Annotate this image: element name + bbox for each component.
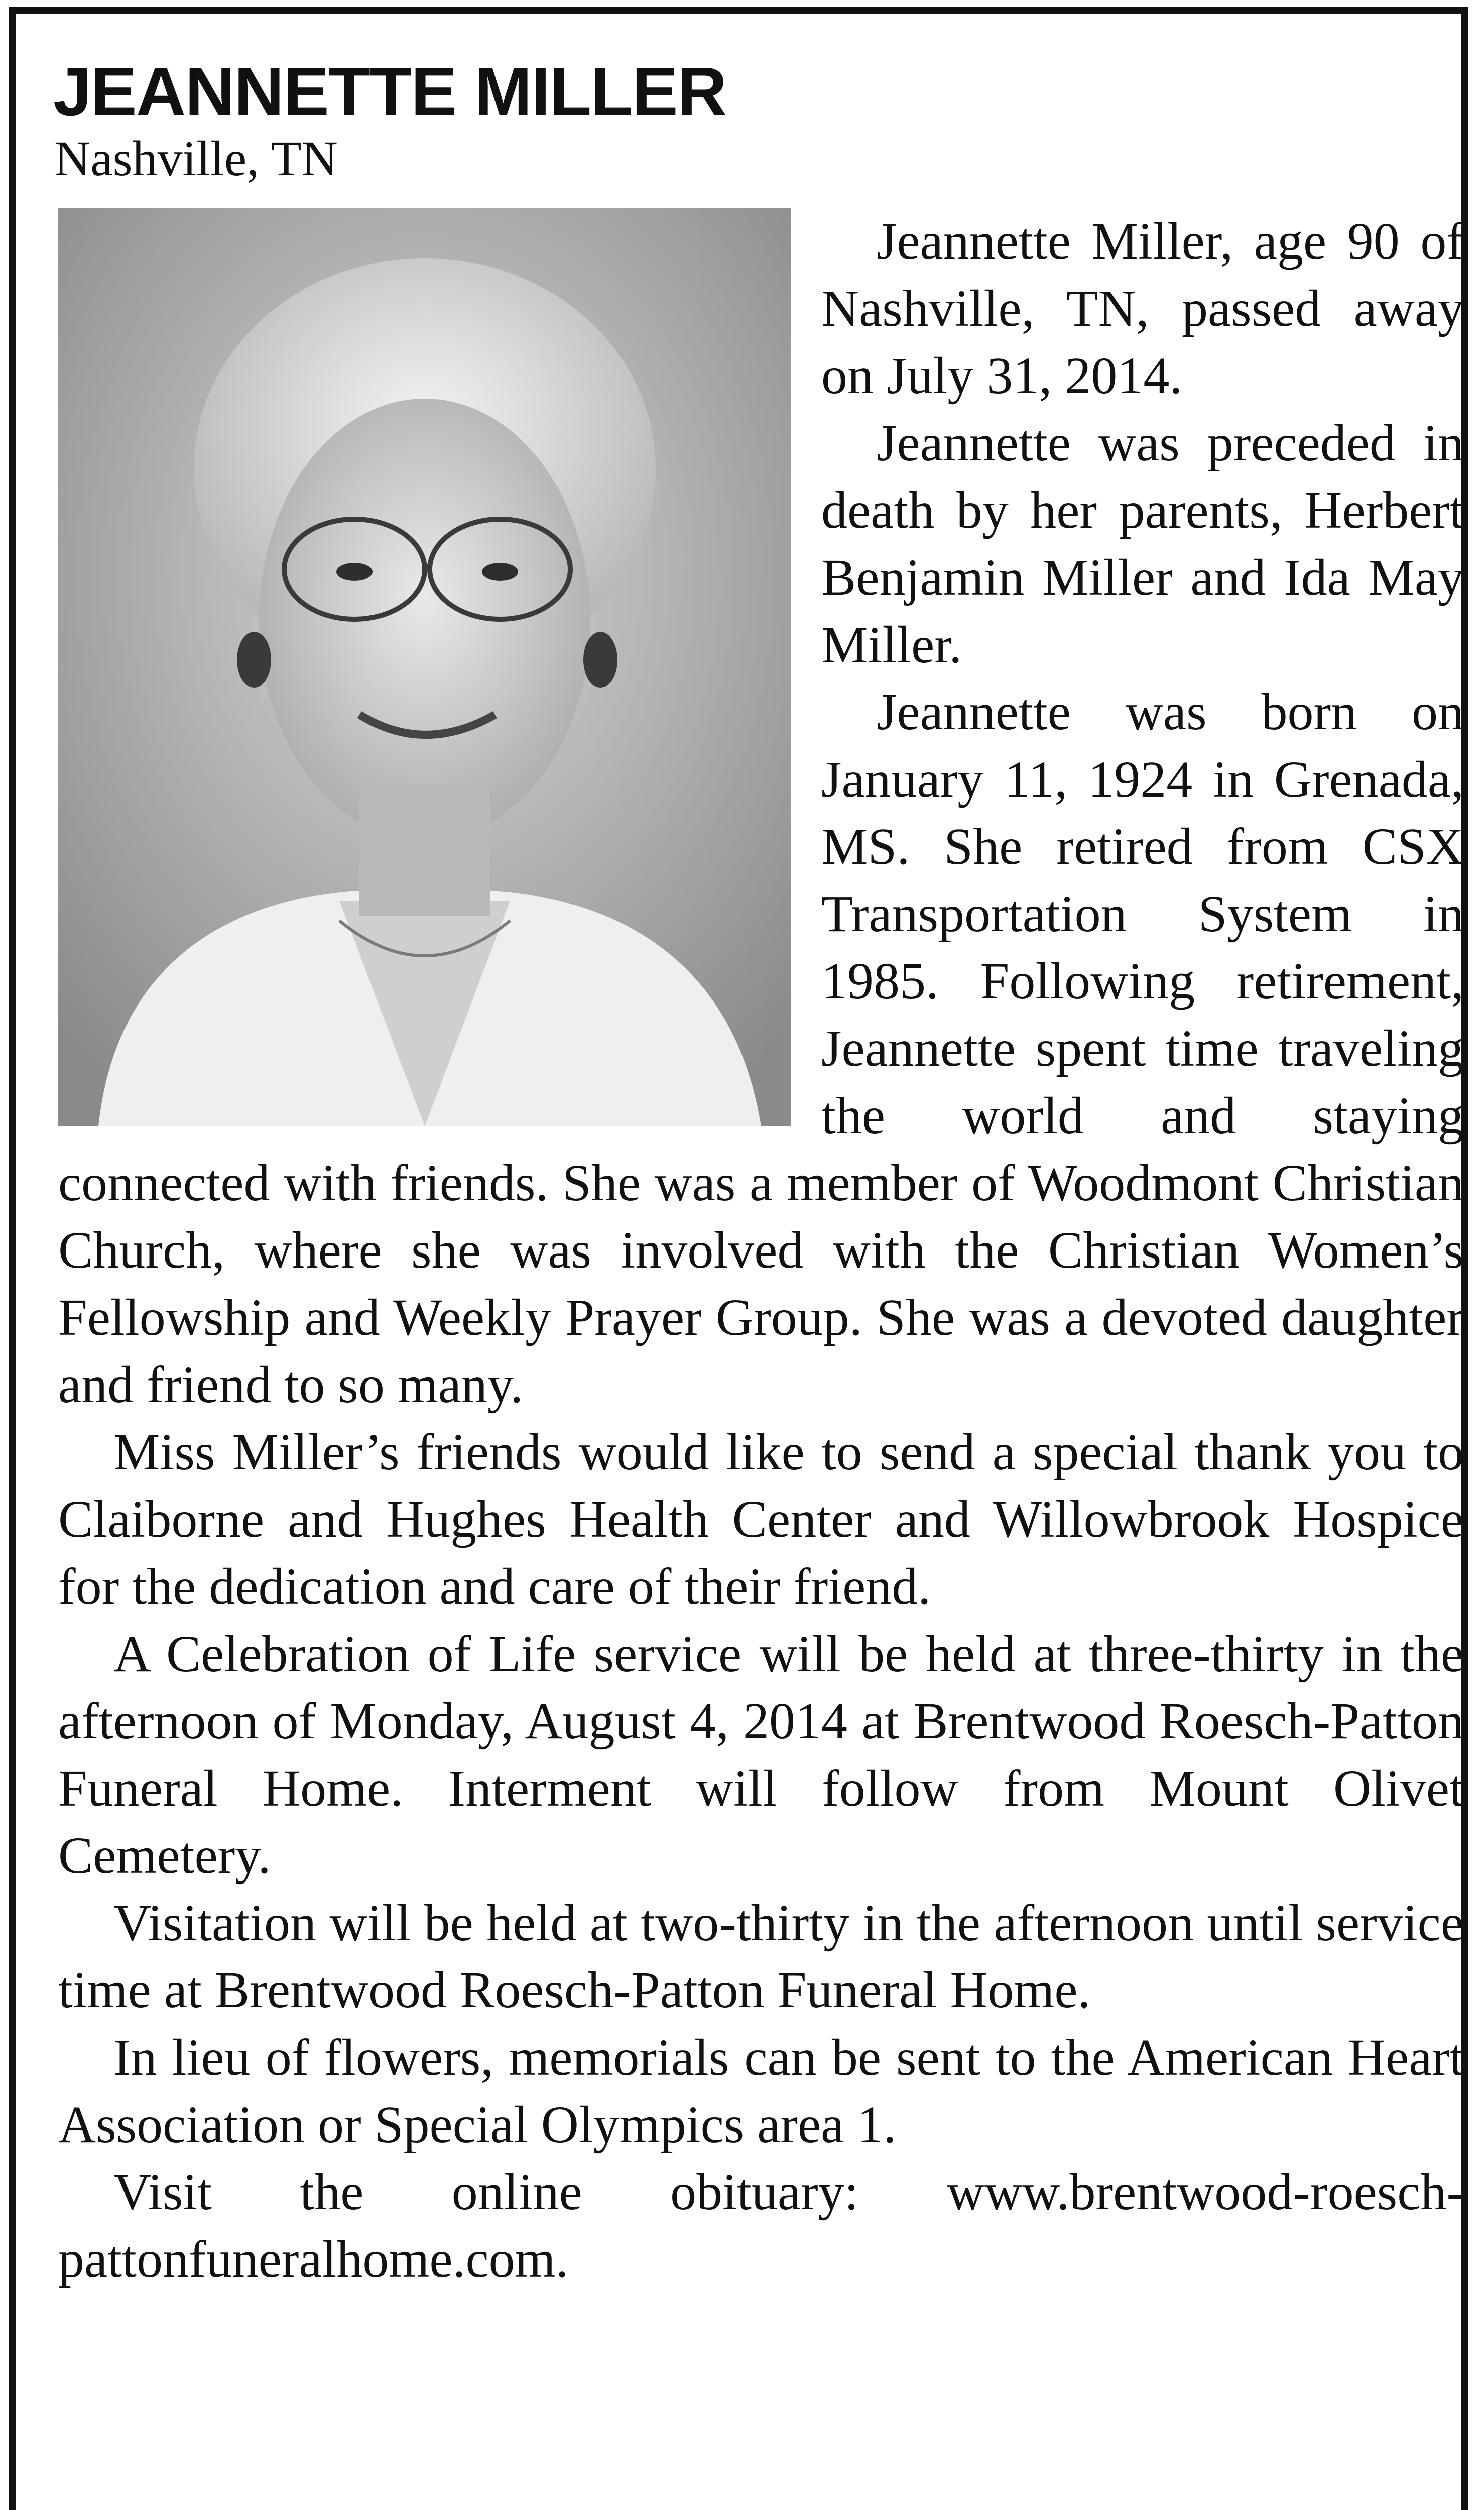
paragraph-visitation: Visitation will be held at two-thirty in the afternoon until service time at Brentwood Roesch-Patton Funeral Home. xyxy=(58,1894,1464,2019)
portrait-photo xyxy=(58,208,791,1126)
deceased-name: JEANNETTE MILLER xyxy=(53,53,726,131)
obituary-content xyxy=(28,27,1464,2510)
paragraph-memorials: In lieu of flowers, memorials can be sent to the American Heart Association or Special Olympics area 1. xyxy=(58,2029,1464,2154)
deceased-location: Nashville, TN xyxy=(54,131,338,186)
paragraph-life: Jeannette was born on January 11, 1924 in Grenada, MS. She retired from CSX Transportation System in 1985. Following retirement, Jeannette spent time traveling the world and staying connected with friends. She was a member of Woodmont Christian Church, where she was involved with the Christian Women’s Fellowship and Weekly Prayer Group. She was a devoted daughter and friend to so many. xyxy=(58,683,1464,1414)
obituary-frame xyxy=(9,7,1468,2510)
paragraph-thanks: Miss Miller’s friends would like to send a special thank you to Claiborne and Hughes Health Center and Willowbrook Hospice for the dedication and care of their friend. xyxy=(58,1423,1464,1615)
obituary-body xyxy=(58,208,1464,2293)
paragraph-service: A Celebration of Life service will be held at three-thirty in the afternoon of Monday, August 4, 2014 at Brentwood Roesch-Patton Funeral Home. Interment will follow from Mount Olivet Cemetery. xyxy=(58,1625,1464,1885)
paragraph-age: Jeannette Miller, age 90 of Nashville, TN, passed away on July 31, 2014. xyxy=(821,212,1464,405)
paragraph-online: Visit the online obituary: www.brentwood-roesch-pattonfuneralhome.com. xyxy=(58,2163,1464,2288)
paragraph-family: Jeannette was preceded in death by her parents, Herbert Benjamin Miller and Ida May Miller. xyxy=(821,414,1464,674)
